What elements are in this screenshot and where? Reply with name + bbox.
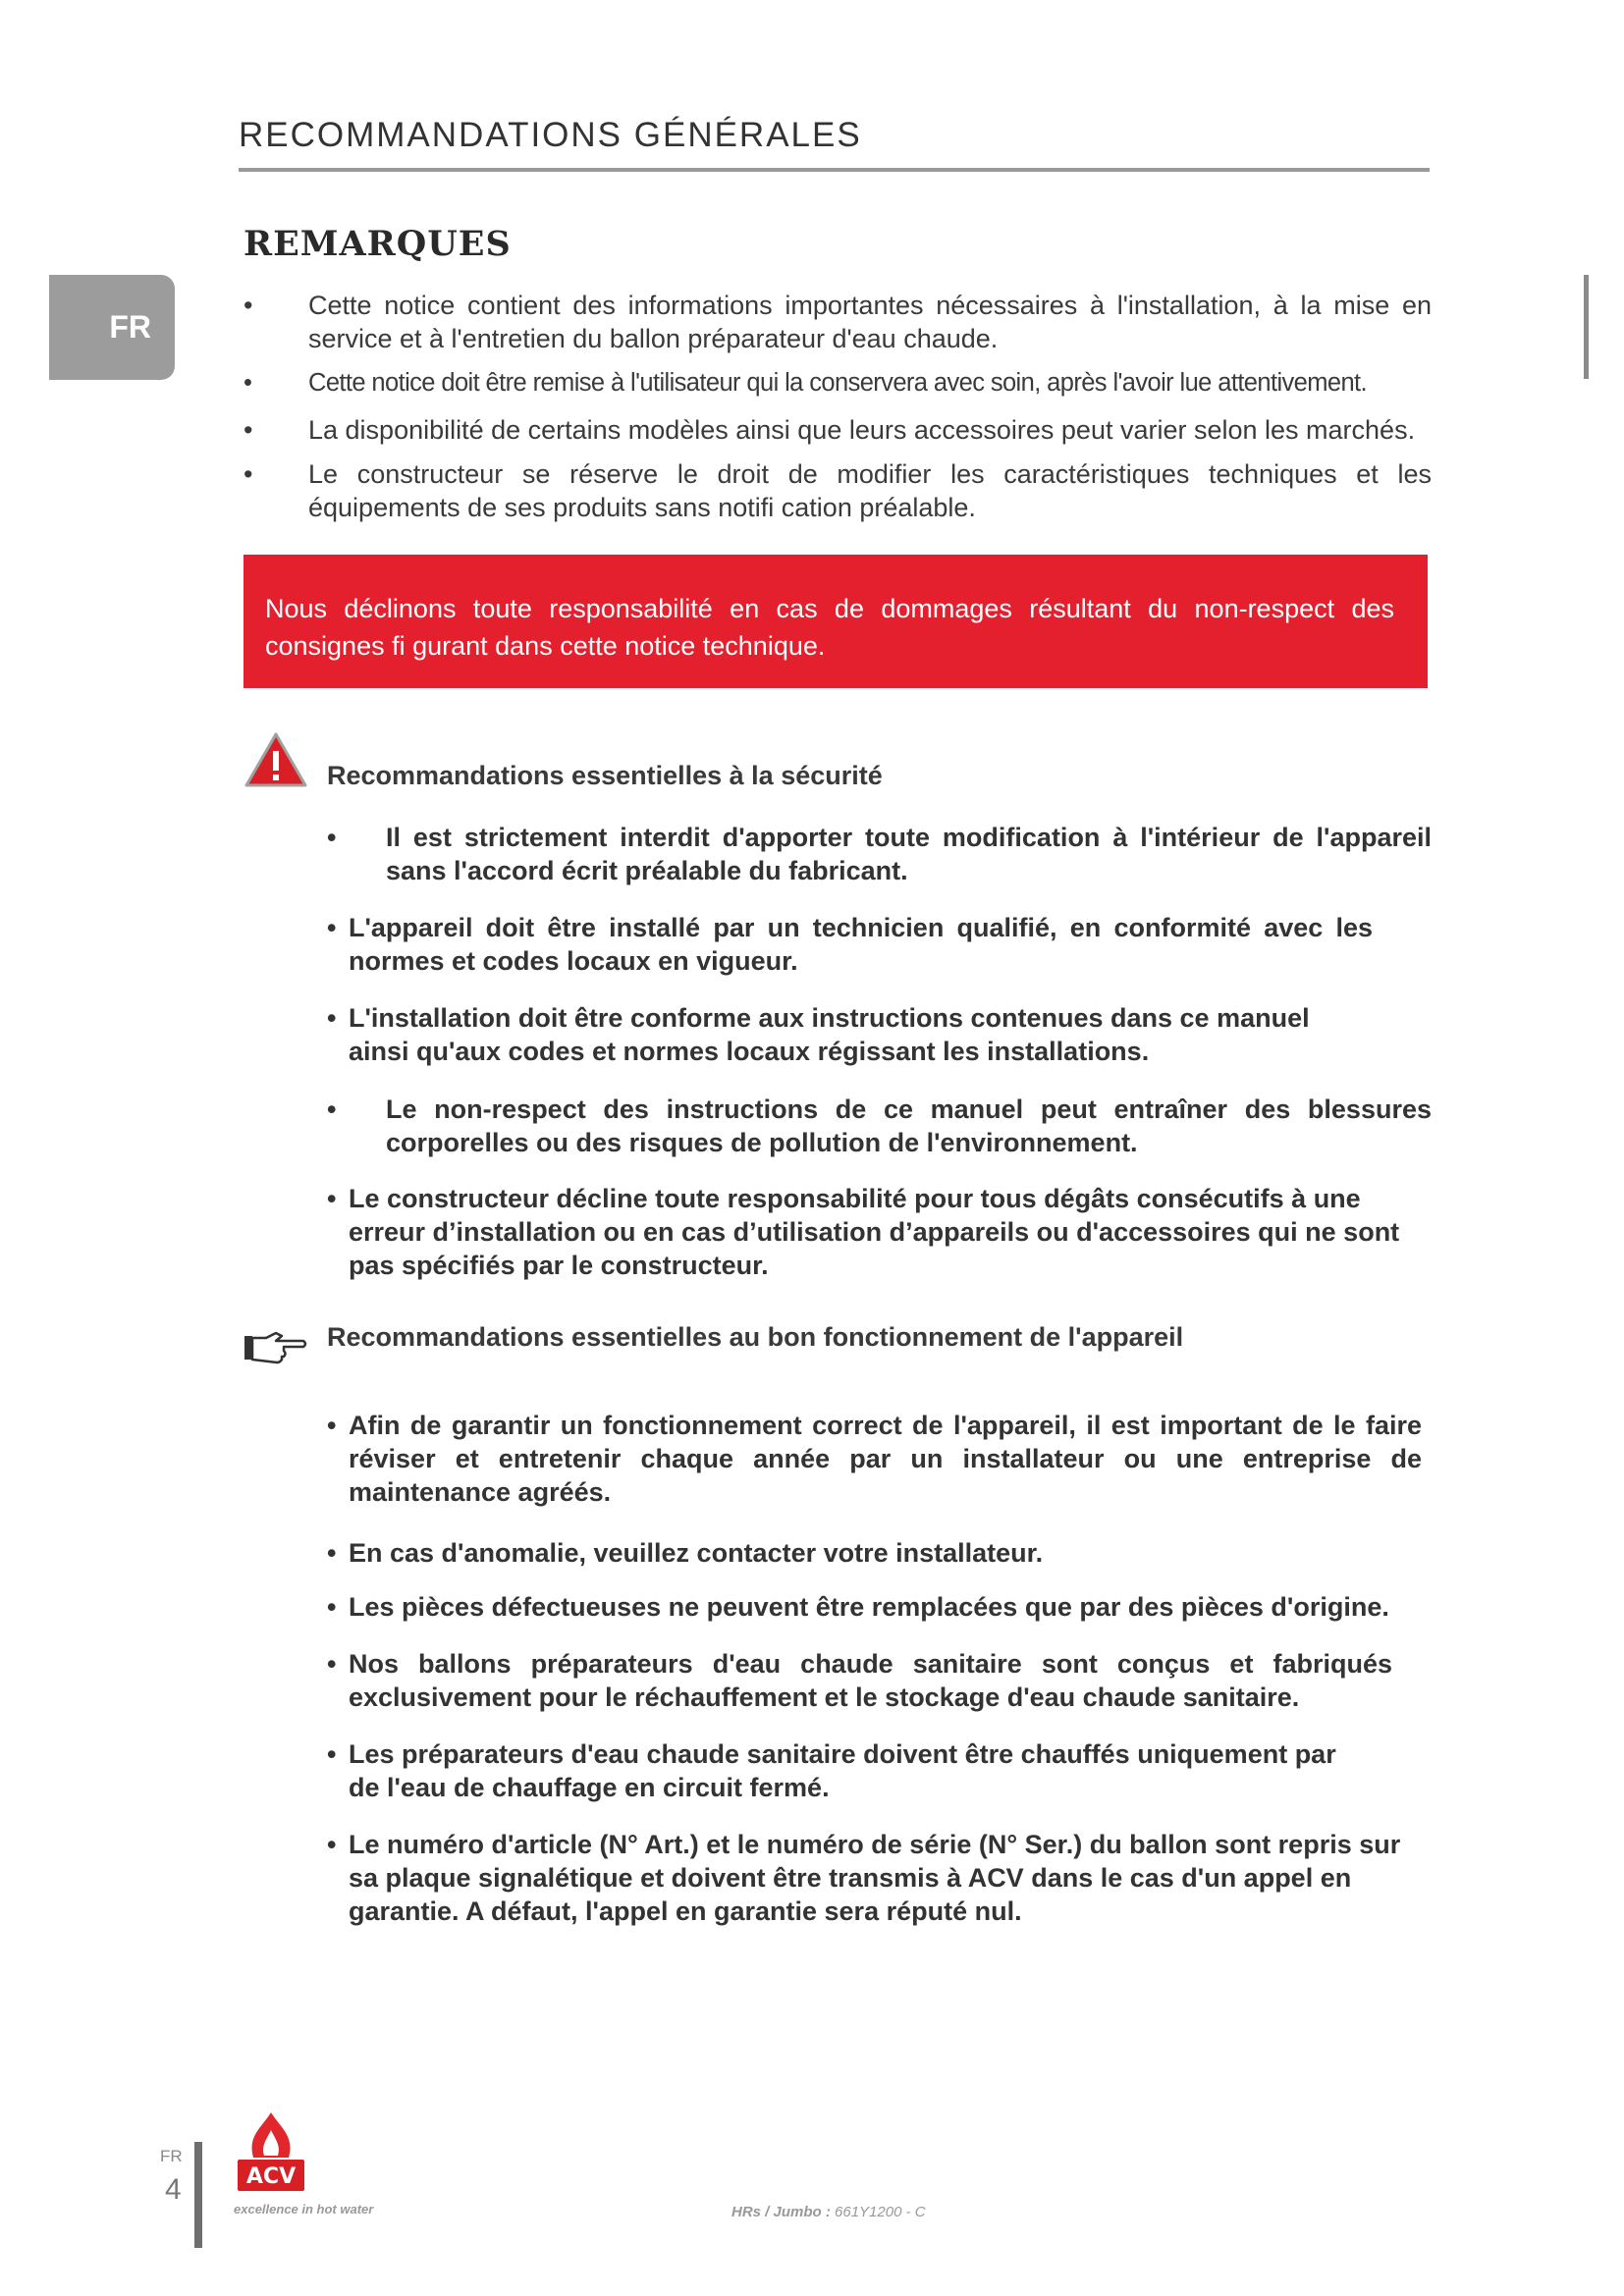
operation-item-text: Nos ballons préparateurs d'eau chaude sanitaire sont conçus et fabriqués exclusivement pour le réchauffement et le stockage d'eau chaude sanitaire. <box>349 1649 1392 1712</box>
language-tab <box>49 275 175 380</box>
operation-heading: Recommandations essentielles au bon fonctionnement de l'appareil <box>327 1322 1184 1352</box>
bullet: • <box>327 1411 337 1440</box>
safety-item-text: L'appareil doit être installé par un technicien qualifié, en conformité avec les normes et codes locaux en vigueur. <box>349 913 1373 976</box>
safety-item <box>327 1001 1432 1068</box>
header-divider <box>239 168 1430 172</box>
safety-item <box>327 1093 1432 1159</box>
bullet: • <box>244 291 253 320</box>
remarque-text: Le constructeur se réserve le droit de modifier les caractéristiques techniques et les équipements de ses produits sans notifi cation préalable. <box>308 459 1432 522</box>
bullet: • <box>327 913 337 942</box>
operation-item <box>327 1737 1432 1804</box>
bullet: • <box>327 1830 337 1859</box>
remarque-text: Cette notice doit être remise à l'utilisateur qui la conservera avec soin, après l'avoir lue attentivement. <box>308 369 1368 397</box>
operation-item <box>327 1536 1432 1570</box>
safety-item <box>327 1182 1432 1282</box>
bullet: • <box>327 1003 337 1033</box>
bullet: • <box>327 1184 337 1213</box>
operation-item-text: Les préparateurs d'eau chaude sanitaire doivent être chauffés uniquement par de l'eau de chauffage en circuit fermé. <box>349 1739 1336 1802</box>
page-section-title: RECOMMANDATIONS GÉNÉRALES <box>239 116 862 154</box>
remarque-item <box>244 413 1432 447</box>
bullet: • <box>327 1592 337 1622</box>
pointing-hand-icon <box>243 1330 309 1365</box>
safety-item-text: Le constructeur décline toute responsabilité pour tous dégâts consécutifs à une erreur d’installation ou en cas d’utilisation d’appareils ou d'accessoires qui ne sont pas spécifiés par le constructeur. <box>349 1184 1400 1280</box>
operation-item <box>327 1647 1432 1714</box>
bullet: • <box>327 823 337 852</box>
bullet: • <box>244 459 253 489</box>
warning-triangle-icon <box>244 731 308 788</box>
operation-item-text: Le numéro d'article (N° Art.) et le numéro de série (N° Ser.) du ballon sont repris sur sa plaque signalétique et doivent être transmis à ACV dans le cas d'un appel en garantie. A défaut, l'appel en garantie sera réputé nul. <box>349 1830 1401 1926</box>
safety-item <box>327 821 1432 887</box>
safety-item-text: Le non-respect des instructions de ce manuel peut entraîner des blessures corporelles ou des risques de pollution de l'environnement. <box>386 1095 1432 1157</box>
right-margin-bar <box>1584 275 1589 379</box>
bullet: • <box>327 1095 337 1124</box>
safety-item-text: L'installation doit être conforme aux instructions contenues dans ce manuel ainsi qu'aux codes et normes locaux régissant les installations. <box>349 1003 1310 1066</box>
operation-item-text: Afin de garantir un fonctionnement correct de l'appareil, il est important de le faire réviser et entretenir chaque année par un installateur ou une entreprise de maintenance agréés. <box>349 1411 1422 1507</box>
operation-item <box>327 1409 1432 1509</box>
safety-item <box>327 911 1432 978</box>
bullet: • <box>327 1538 337 1568</box>
footer-bar <box>194 2142 202 2248</box>
disclaimer-box <box>244 555 1428 688</box>
logo-tagline: excellence in hot water <box>234 2202 374 2216</box>
bullet: • <box>327 1739 337 1769</box>
remarque-item <box>244 457 1432 524</box>
remarque-text: Cette notice contient des informations importantes nécessaires à l'installation, à la mise en service et à l'entretien du ballon préparateur d'eau chaude. <box>308 291 1432 353</box>
footer-language: FR <box>160 2147 183 2165</box>
acv-logo-text: ACV <box>245 2164 297 2189</box>
document-reference-code: 661Y1200 - C <box>830 2204 926 2220</box>
disclaimer-text: Nous déclinons toute responsabilité en cas de dommages résultant du non-respect des consignes fi gurant dans cette notice technique. <box>265 594 1394 661</box>
operation-item <box>327 1590 1432 1624</box>
document-reference-model: HRs / Jumbo : <box>731 2204 831 2220</box>
bullet: • <box>327 1649 337 1679</box>
page-number: 4 <box>165 2173 182 2206</box>
remarque-text: La disponibilité de certains modèles ainsi que leurs accessoires peut varier selon les marchés. <box>308 415 1416 445</box>
bullet: • <box>244 415 253 445</box>
remarque-item <box>244 289 1432 355</box>
remarque-item <box>244 366 1432 400</box>
bullet: • <box>244 369 252 397</box>
safety-item-text: Il est strictement interdit d'apporter toute modification à l'intérieur de l'appareil sans l'accord écrit préalable du fabricant. <box>386 823 1432 885</box>
operation-item-text: En cas d'anomalie, veuillez contacter votre installateur. <box>349 1538 1044 1568</box>
remarques-heading: REMARQUES <box>244 224 512 264</box>
acv-logo <box>234 2110 308 2199</box>
operation-item-text: Les pièces défectueuses ne peuvent être remplacées que par des pièces d'origine. <box>349 1592 1389 1622</box>
safety-heading: Recommandations essentielles à la sécurité <box>327 761 883 790</box>
language-tab-label: FR <box>109 309 151 345</box>
operation-item <box>327 1828 1432 1928</box>
document-reference <box>731 2204 926 2220</box>
